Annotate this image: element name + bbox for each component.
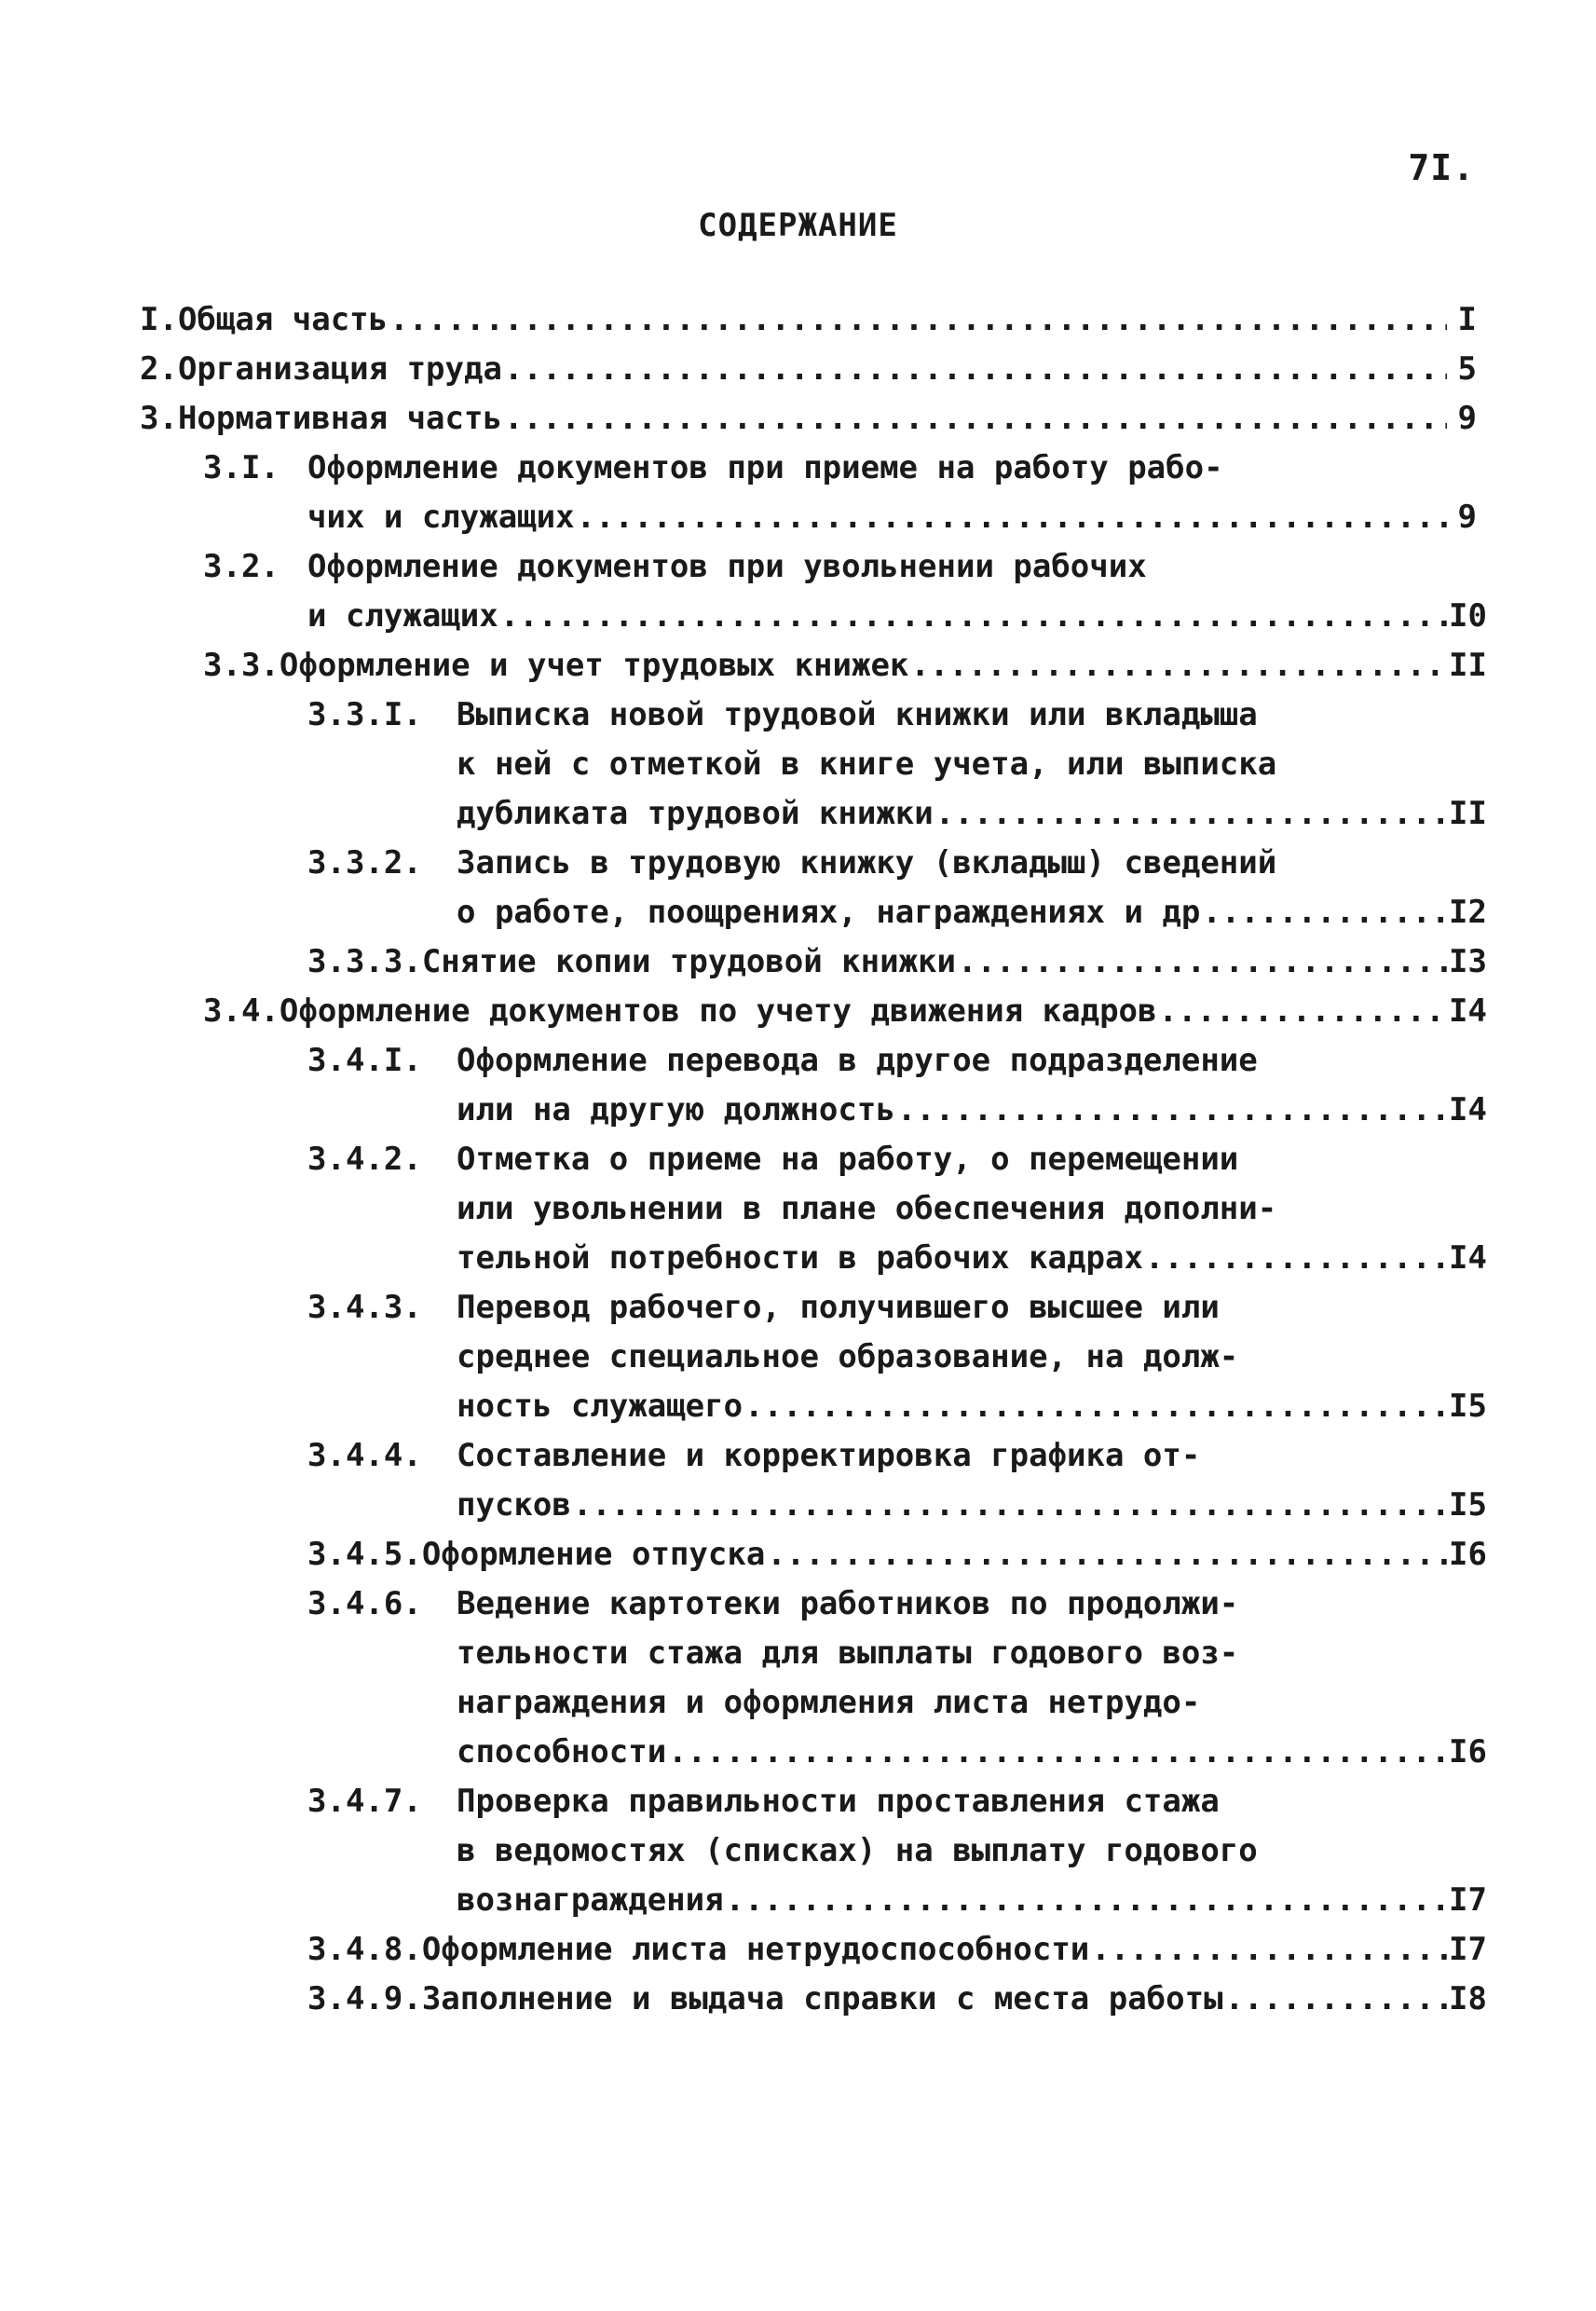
toc-entry-line xyxy=(457,1333,1238,1380)
toc-entry-number: 3.4.7. xyxy=(307,1783,422,1820)
dot-leader xyxy=(573,1482,1447,1528)
toc-entry-line xyxy=(203,543,1147,590)
toc-entry-number: 3. xyxy=(140,400,178,437)
toc-entry-page: I5 xyxy=(1449,1388,1487,1425)
toc-entry-number: 3.I. xyxy=(203,449,280,486)
toc-entry-number: 3.4.5. xyxy=(307,1536,422,1573)
toc-entry-title: награждения и оформления листа нетрудо- xyxy=(457,1684,1201,1721)
toc-entry-line xyxy=(307,1976,1487,2022)
toc-entry-title: Отметка о приеме на работу, о перемещении xyxy=(457,1141,1239,1178)
dot-leader xyxy=(1202,889,1447,936)
toc-entry-line xyxy=(307,1778,1220,1825)
dot-leader xyxy=(389,296,1447,343)
toc-entry-page: 5 xyxy=(1457,350,1477,388)
toc-entry-title: Оформление перевода в другое подразделение xyxy=(457,1042,1258,1079)
toc-entry-page: I xyxy=(1457,301,1477,338)
dot-leader xyxy=(1159,988,1448,1034)
toc-entry-page: I7 xyxy=(1449,1881,1487,1919)
toc-entry-page: I4 xyxy=(1449,1091,1487,1128)
toc-entry-title: Оформление документов по учету движения кадров xyxy=(279,992,1157,1030)
dot-leader xyxy=(744,1383,1447,1429)
toc-entry-line xyxy=(140,346,1477,392)
toc-entry-line xyxy=(307,840,1276,886)
page-title: СОДЕРЖАНИЕ xyxy=(698,207,898,244)
toc-entry-page: I4 xyxy=(1449,992,1487,1030)
dot-leader xyxy=(726,1877,1447,1923)
table-of-contents xyxy=(0,296,1596,2123)
toc-entry-title: Организация труда xyxy=(177,350,502,388)
toc-entry-title: Перевод рабочего, получившего высшее или xyxy=(457,1289,1220,1326)
toc-entry-title: Запись в трудовую книжку (вкладыш) сведений xyxy=(457,844,1277,882)
toc-entry-title: чих и служащих xyxy=(307,499,575,536)
toc-entry-number: I. xyxy=(140,301,178,338)
toc-entry-line xyxy=(457,1729,1487,1775)
toc-entry-title: способности xyxy=(457,1733,667,1771)
toc-entry-page: II xyxy=(1449,795,1487,832)
toc-entry-line xyxy=(457,1877,1487,1923)
toc-entry-title: Оформление и учет трудовых книжек xyxy=(279,647,909,684)
toc-entry-title: в ведомостях (списках) на выплату годового xyxy=(457,1832,1258,1869)
toc-entry-line xyxy=(307,1926,1487,1973)
toc-entry-line xyxy=(457,741,1276,787)
toc-entry-line xyxy=(140,296,1477,343)
toc-entry-title: тельности стажа для выплаты годового воз- xyxy=(457,1634,1239,1672)
toc-entry-line xyxy=(457,790,1487,837)
toc-entry-title: к ней с отметкой в книге учета, или выписка xyxy=(457,745,1277,783)
toc-entry-number: 3.4.I. xyxy=(307,1042,422,1079)
toc-entry-title: Снятие копии трудовой книжки xyxy=(421,943,956,980)
toc-entry-number: 3.3.I. xyxy=(307,696,422,733)
toc-entry-title: пусков xyxy=(457,1486,571,1524)
toc-entry-title: тельной потребности в рабочих кадрах xyxy=(457,1239,1143,1277)
toc-entry-number: 2. xyxy=(140,350,178,388)
dot-leader xyxy=(897,1087,1447,1133)
toc-entry-title: Ведение картотеки работников по продолжи- xyxy=(457,1585,1239,1622)
dot-leader xyxy=(504,346,1447,392)
toc-entry-number: 3.4.6. xyxy=(307,1585,422,1622)
toc-entry-line xyxy=(457,1383,1487,1429)
toc-entry-page: II xyxy=(1449,647,1487,684)
toc-entry-title: среднее специальное образование, на долж- xyxy=(457,1338,1239,1375)
dot-leader xyxy=(910,642,1447,689)
toc-entry-line xyxy=(307,691,1258,738)
toc-entry-title: или увольнении в плане обеспечения дополни- xyxy=(457,1190,1277,1227)
toc-entry-title: Оформление отпуска xyxy=(421,1536,766,1573)
toc-entry-page: I0 xyxy=(1449,597,1487,635)
toc-entry-page: I3 xyxy=(1449,943,1487,980)
toc-entry-line xyxy=(457,1827,1258,1874)
toc-entry-page: I7 xyxy=(1449,1931,1487,1968)
toc-entry-title: о работе, поощрениях, награждениях и др xyxy=(457,894,1201,931)
toc-entry-title: и служащих xyxy=(307,597,498,635)
dot-leader xyxy=(1145,1235,1447,1281)
toc-entry-number: 3.4.9. xyxy=(307,1980,422,2017)
toc-entry-page: I5 xyxy=(1449,1486,1487,1524)
toc-entry-line xyxy=(457,1087,1487,1133)
toc-entry-title: Оформление документов при увольнении рабочих xyxy=(307,548,1147,585)
toc-entry-title: Оформление документов при приеме на работу рабо- xyxy=(307,449,1223,486)
toc-entry-line xyxy=(307,593,1487,639)
dot-leader xyxy=(668,1729,1447,1775)
toc-entry-line xyxy=(307,494,1477,540)
dot-leader xyxy=(935,790,1447,837)
toc-entry-title: Общая часть xyxy=(177,301,389,338)
toc-entry-number: 3.3.2. xyxy=(307,844,422,882)
toc-entry-page: I6 xyxy=(1449,1536,1487,1573)
toc-entry-line xyxy=(203,988,1487,1034)
dot-leader xyxy=(1091,1926,1447,1973)
dot-leader xyxy=(1225,1976,1447,2022)
toc-entry-line xyxy=(307,1037,1258,1084)
dot-leader xyxy=(958,938,1447,985)
toc-entry-title: вознаграждения xyxy=(457,1881,724,1919)
toc-entry-number: 3.4.8. xyxy=(307,1931,422,1968)
toc-entry-number: 3.4.2. xyxy=(307,1141,422,1178)
toc-entry-title: Выписка новой трудовой книжки или вкладыша xyxy=(457,696,1258,733)
toc-entry-line xyxy=(307,1284,1220,1331)
toc-entry-title: ность служащего xyxy=(457,1388,743,1425)
toc-entry-title: или на другую должность xyxy=(457,1091,895,1128)
toc-entry-line xyxy=(457,1185,1276,1232)
toc-entry-line xyxy=(457,1235,1487,1281)
dot-leader xyxy=(504,395,1447,442)
toc-entry-title: Проверка правильности проставления стажа xyxy=(457,1783,1220,1820)
toc-entry-title: Нормативная часть xyxy=(177,400,502,437)
toc-entry-number: 3.2. xyxy=(203,548,280,585)
toc-entry-line xyxy=(307,938,1487,985)
toc-entry-line xyxy=(457,1482,1487,1528)
toc-entry-number: 3.3. xyxy=(203,647,280,684)
toc-entry-page: 9 xyxy=(1457,499,1477,536)
toc-entry-line xyxy=(140,395,1477,442)
toc-entry-title: Составление и корректировка графика от- xyxy=(457,1437,1201,1474)
toc-entry-line xyxy=(457,1679,1200,1726)
toc-entry-line xyxy=(203,642,1487,689)
toc-entry-number: 3.3.3. xyxy=(307,943,422,980)
toc-entry-page: I2 xyxy=(1449,894,1487,931)
toc-entry-line xyxy=(307,1136,1238,1183)
toc-entry-page: I8 xyxy=(1449,1980,1487,2017)
toc-entry-line xyxy=(307,1531,1487,1578)
dot-leader xyxy=(500,593,1447,639)
toc-entry-title: Оформление листа нетрудоспособности xyxy=(421,1931,1090,1968)
toc-entry-page: 9 xyxy=(1457,400,1477,437)
toc-entry-line xyxy=(307,1580,1238,1627)
toc-entry-number: 3.4. xyxy=(203,992,280,1030)
toc-entry-title: дубликата трудовой книжки xyxy=(457,795,934,832)
toc-entry-line xyxy=(457,1630,1238,1676)
dot-leader xyxy=(767,1531,1447,1578)
toc-entry-title: Заполнение и выдача справки с места работы xyxy=(421,1980,1223,2017)
toc-entry-number: 3.4.3. xyxy=(307,1289,422,1326)
page-number: 7I. xyxy=(1408,147,1475,188)
toc-entry-line xyxy=(203,444,1223,491)
toc-entry-number: 3.4.4. xyxy=(307,1437,422,1474)
toc-entry-line xyxy=(457,889,1487,936)
toc-entry-page: I6 xyxy=(1449,1733,1487,1771)
toc-entry-line xyxy=(307,1432,1200,1479)
dot-leader xyxy=(577,494,1447,540)
toc-entry-page: I4 xyxy=(1449,1239,1487,1277)
